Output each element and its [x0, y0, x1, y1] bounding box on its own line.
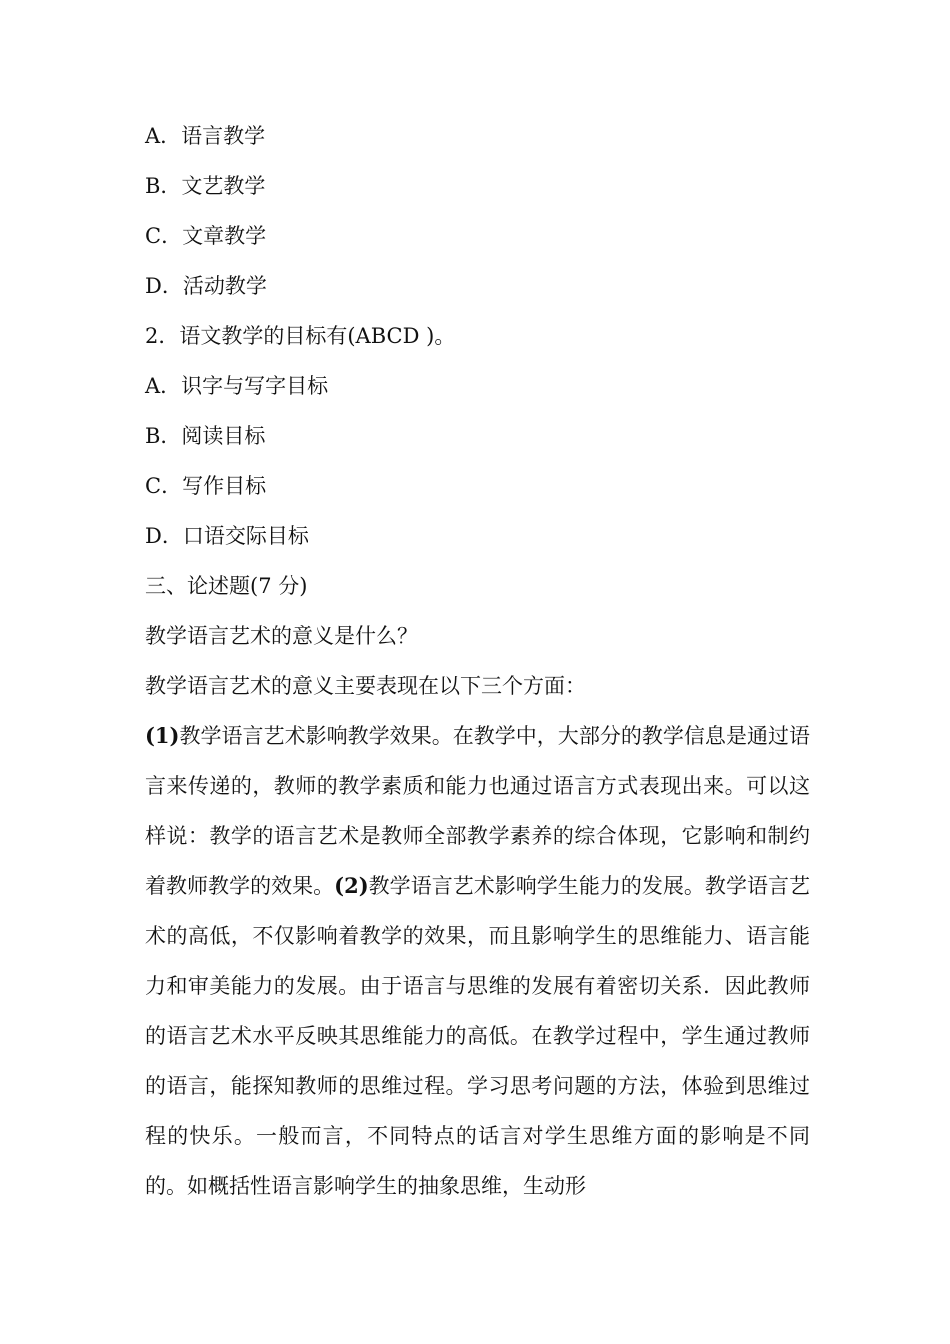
- option-d-q1: D．活动教学: [145, 274, 267, 298]
- point-marker-2: (2): [334, 873, 369, 898]
- option-d-q2: D．口语交际目标: [145, 524, 309, 548]
- answer-intro: 教学语言艺术的意义主要表现在以下三个方面：: [145, 674, 586, 698]
- option-b-q1: B．文艺教学: [145, 174, 266, 198]
- essay-question: 教学语言艺术的意义是什么？: [145, 624, 418, 648]
- option-a-q1: A．语言教学: [145, 124, 266, 148]
- point-text-2: 教学语言艺术影响学生能力的发展。教学语言艺术的高低，不仅影响着教学的效果，而且影响学生的思维能力、语言能力和审美能力的发展。由于语言与思维的发展有着密切关系．因此教师的语言艺术水平反映其思维能力的高低。在教学过程中，学生通过教师的语言，能探知教师的思维过程。学习思考问题的方法，体验到思维过程的快乐。一般而言，不同特点的话言对学生思维方面的影响是不同的。如概括性语言影响学生的抽象思维，生动形: [145, 874, 810, 1198]
- point-marker-1: (1): [145, 723, 180, 748]
- section-heading: 三、论述题(7 分): [145, 574, 308, 598]
- answer-paragraph: [145, 711, 810, 1211]
- question-2: 2．语文教学的目标有(ABCD )。: [145, 324, 456, 348]
- option-c-q2: C．写作目标: [145, 474, 267, 498]
- document-page: [145, 117, 810, 1211]
- option-a-q2: A．识字与写字目标: [145, 374, 329, 398]
- option-c-q1: C．文章教学: [145, 224, 267, 248]
- point-text-1: 教学语言艺术影响教学效果。在教学中，大部分的教学信息是通过语言来传递的，教师的教学素质和能力也通过语言方式表现出来。可以这样说：教学的语言艺术是教师全部教学素养的综合体现，它影响和制约着教师教学的效果。: [145, 724, 810, 898]
- option-b-q2: B．阅读目标: [145, 424, 266, 448]
